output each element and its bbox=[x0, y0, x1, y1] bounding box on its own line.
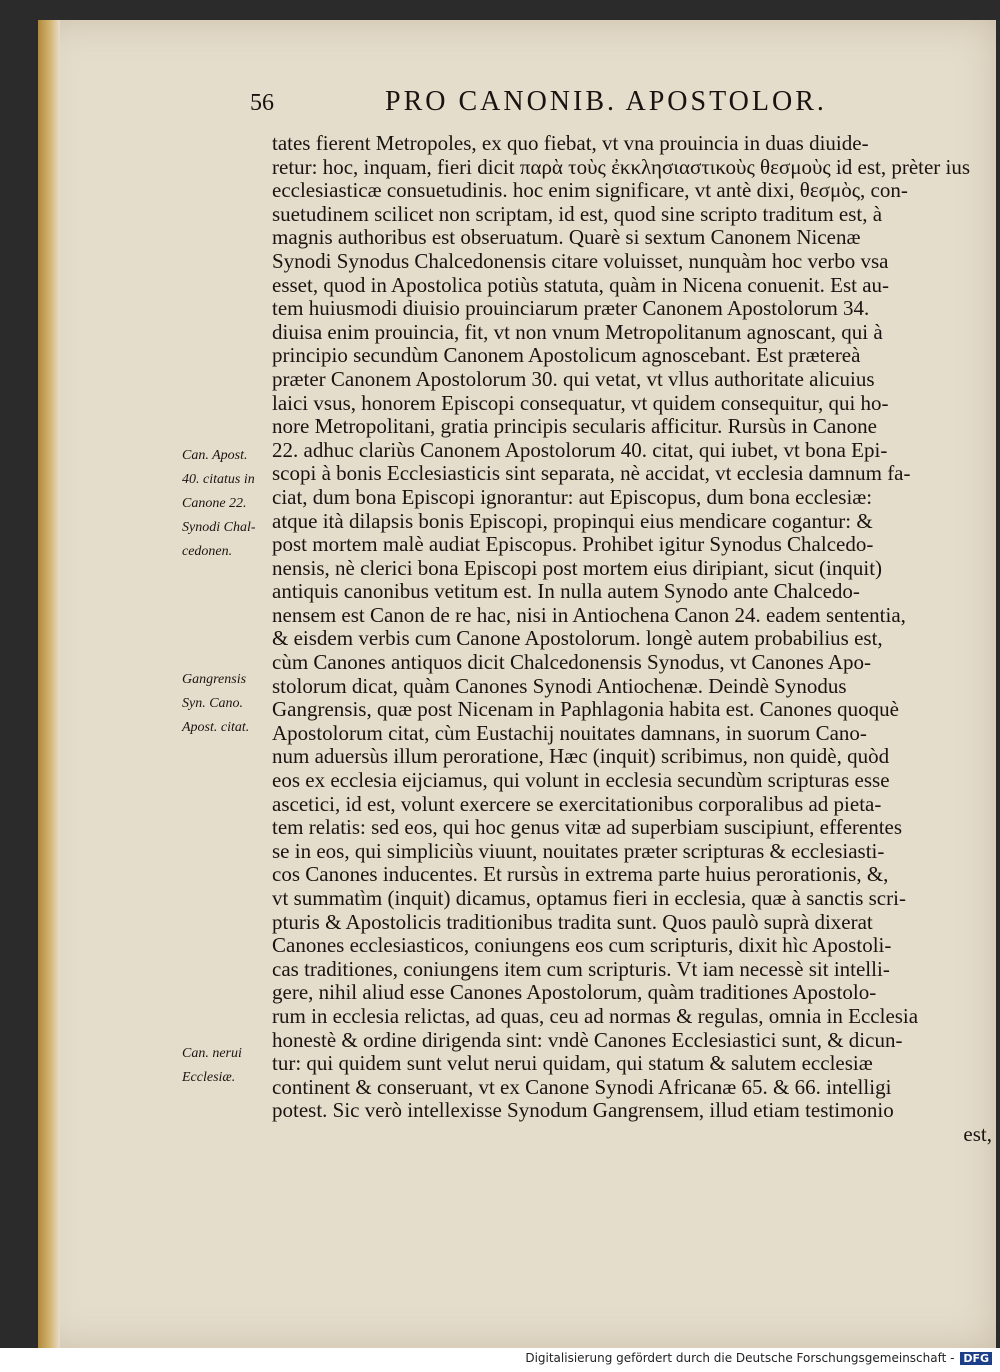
page-header bbox=[250, 86, 990, 124]
text-line: tur: qui quidem sunt velut nerui quidam, qui statum & salutem ecclesiæ bbox=[272, 1052, 873, 1076]
text-line: Synodi Synodus Chalcedonensis citare voluisset, nunquàm hoc verbo vsa bbox=[272, 249, 889, 273]
text-line: tem relatis: sed eos, qui hoc genus vitæ ad superbiam suscipiunt, efferentes bbox=[272, 816, 903, 840]
text-line: Canones ecclesiasticos, coniungens eos cum scripturis, dixit hìc Apostoli- bbox=[272, 934, 892, 958]
running-head: PRO CANONIB. APOSTOLOR. bbox=[385, 86, 827, 117]
margin-note-line: cedonen. bbox=[182, 544, 233, 559]
margin-note-line: 40. citatus in bbox=[182, 472, 255, 487]
text-line: post mortem malè audiat Episcopus. Prohibet igitur Synodus Chalcedo- bbox=[272, 533, 874, 557]
margin-note-line: Apost. citat. bbox=[182, 720, 250, 735]
text-line: nensem est Canon de re hac, nisi in Antiochena Canon 24. eadem sententia, bbox=[272, 603, 906, 627]
margin-note-line: Canone 22. bbox=[182, 496, 247, 511]
text-line: præter Canonem Apostolorum 30. qui vetat, vt vllus authoritate alicuius bbox=[272, 367, 875, 391]
text-line: vt summatìm (inquit) dicamus, optamus fieri in ecclesia, quæ à sanctis scri- bbox=[272, 887, 906, 910]
text-line: & eisdem verbis cum Canone Apostolorum. longè autem probabilius est, bbox=[272, 627, 883, 651]
text-line: cùm Canones antiquos dicit Chalcedonensis Synodus, vt Canones Apo- bbox=[272, 651, 872, 675]
text-line: laici vsus, honorem Episcopi consequatur, vt quidem consequitur, qui ho- bbox=[272, 391, 889, 415]
text-line: stolorum dicat, quàm Canones Synodi Antiochenæ. Deindè Synodus bbox=[272, 674, 847, 698]
text-line: principio secundùm Canonem Apostolicum agnoscebant. Est prætereà bbox=[272, 344, 861, 368]
text-line: suetudinem scilicet non scriptam, id est, quod sine scripto traditum est, à bbox=[272, 202, 883, 226]
text-line: est, bbox=[963, 1122, 992, 1146]
text-line: magnis authoribus est obseruatum. Quarè si sextum Canonem Nicenæ bbox=[272, 226, 861, 250]
margin-note-line: Syn. Cano. bbox=[182, 696, 244, 711]
margin-note-line: Gangrensis bbox=[182, 672, 247, 687]
margin-note-line: Synodi Chal- bbox=[182, 520, 256, 535]
text-line: rum in ecclesia relictas, ad quas, ceu ad normas & regulas, omnia in Ecclesia bbox=[272, 1004, 919, 1028]
body-text bbox=[272, 132, 992, 1147]
text-line: atque ità dilapsis bonis Episcopi, propinqui eius mendicare cogantur: & bbox=[272, 509, 873, 533]
text-line: se in eos, qui simpliciùs viuunt, nouitates præter scripturas & ecclesiasti- bbox=[272, 839, 885, 863]
text-line: diuisa enim prouincia, fit, vt non vnum Metropolitanum agnoscant, qui à bbox=[272, 320, 883, 344]
text-line: nore Metropolitani, gratia principis secularis afficitur. Rursùs in Canone bbox=[272, 415, 877, 439]
text-line: pturis & Apostolicis traditionibus tradita sunt. Quos paulò suprà dixerat bbox=[272, 910, 873, 934]
margin-note-line: Ecclesiæ. bbox=[182, 1070, 236, 1085]
margin-note-can-nerui bbox=[182, 1042, 280, 1090]
text-line: ascetici, id est, volunt exercere se exercitationibus corporalibus ad pieta- bbox=[272, 792, 882, 816]
text-line: Gangrensis, quæ post Nicenam in Paphlagonia habita est. Canones quoquè bbox=[272, 698, 899, 722]
margin-note-line: Can. Apost. bbox=[182, 448, 248, 463]
footer-text: Digitalisierung gefördert durch die Deutsche Forschungsgemeinschaft - bbox=[525, 1351, 955, 1365]
text-line: ciat, dum bona Episcopi ignorantur: aut Episcopus, dum bona ecclesiæ: bbox=[272, 485, 873, 509]
dfg-logo: DFG bbox=[960, 1352, 992, 1365]
text-line: tem huiusmodi diuisio prouinciarum præter Canonem Apostolorum 34. bbox=[272, 297, 870, 321]
text-line: continent & conseruant, vt ex Canone Synodi Africanæ 65. & 66. intelligi bbox=[272, 1075, 892, 1099]
text-line: num aduersùs illum peroratione, Hæc (inquit) scribimus, non quidè, quòd bbox=[272, 745, 890, 769]
margin-note-line: Can. nerui bbox=[182, 1046, 242, 1061]
text-line: antiquis canonibus vetitum est. In nulla autem Synodo ante Chalcedo- bbox=[272, 580, 860, 604]
text-line: honestè & ordine dirigenda sint: vndè Canones Ecclesiastici sunt, & dicun- bbox=[272, 1028, 903, 1052]
margin-note-gangrensis bbox=[182, 668, 280, 740]
text-line: retur: hoc, inquam, fieri dicit παρὰ τοὺς ἐκκλησιαστικοὺς θεσμοὺς id est, prèter ius bbox=[272, 155, 971, 179]
text-line: cos Canones inducentes. Et rursùs in extrema parte huius perorationis, &, bbox=[272, 863, 889, 887]
text-line: Apostolorum citat, cùm Eustachij nouitates damnans, in suorum Cano- bbox=[272, 721, 867, 745]
text-line: eos ex ecclesia eijciamus, qui volunt in ecclesia secundùm scripturas esse bbox=[272, 769, 890, 793]
text-line: esset, quod in Apostolica potiùs statuta, quàm in Nicena conuenit. Est au- bbox=[272, 273, 890, 297]
text-line: ecclesiasticæ consuetudinis. hoc enim significare, vt antè dixi, θεσμὸς, con- bbox=[272, 179, 908, 203]
text-line: scopi à bonis Ecclesiasticis sint separata, nè accidat, vt ecclesia damnum fa- bbox=[272, 462, 911, 486]
text-line: gere, nihil aliud esse Canones Apostolorum, quàm traditiones Apostolo- bbox=[272, 981, 877, 1005]
text-line: 22. adhuc clariùs Canonem Apostolorum 40. citat, qui iubet, vt bona Epi- bbox=[272, 438, 888, 462]
text-line: nensis, nè clerici bona Episcopi post mortem eius diripiant, sicut (inquit) bbox=[272, 556, 883, 580]
footer bbox=[525, 1351, 992, 1365]
margin-note-can-apost bbox=[182, 444, 280, 564]
text-line: potest. Sic verò intellexisse Synodum Gangrensem, illud etiam testimonio bbox=[272, 1099, 894, 1123]
text-line: tates fierent Metropoles, ex quo fiebat, vt vna prouincia in duas diuide- bbox=[272, 132, 869, 155]
gilded-page-edge bbox=[38, 20, 60, 1348]
page-number: 56 bbox=[250, 90, 274, 116]
text-line: cas traditiones, coniungens item cum scripturis. Vt iam necessè sit intelli- bbox=[272, 957, 890, 981]
